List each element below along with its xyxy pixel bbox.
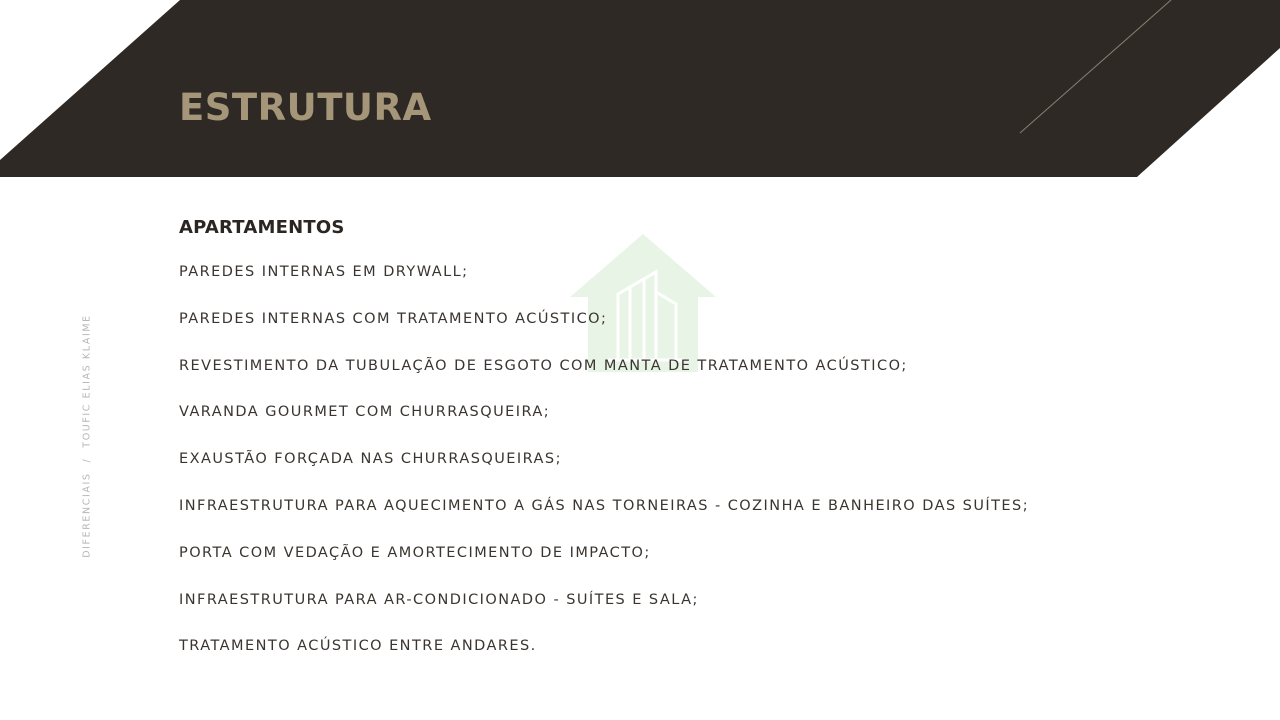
side-caption-section: DIFERENCIAIS <box>81 472 93 558</box>
page-title: ESTRUTURA <box>179 86 432 129</box>
list-item: REVESTIMENTO DA TUBULAÇÃO DE ESGOTO COM MANTA DE TRATAMENTO ACÚSTICO; <box>179 357 908 374</box>
section-heading: APARTAMENTOS <box>179 217 345 238</box>
list-item: INFRAESTRUTURA PARA AQUECIMENTO A GÁS NAS TORNEIRAS - COZINHA E BANHEIRO DAS SUÍTES; <box>179 497 1030 514</box>
list-item: INFRAESTRUTURA PARA AR-CONDICIONADO - SUÍTES E SALA; <box>179 591 699 608</box>
side-caption <box>82 314 92 558</box>
list-item: PAREDES INTERNAS EM DRYWALL; <box>179 264 469 280</box>
list-item: PORTA COM VEDAÇÃO E AMORTECIMENTO DE IMPACTO; <box>179 544 651 561</box>
list-item: TRATAMENTO ACÚSTICO ENTRE ANDARES. <box>179 638 537 655</box>
side-caption-project: TOUFIC ELIAS KLAIME <box>81 314 93 448</box>
list-item: VARANDA GOURMET COM CHURRASQUEIRA; <box>179 404 551 421</box>
feature-list <box>179 261 1029 682</box>
list-item: EXAUSTÃO FORÇADA NAS CHURRASQUEIRAS; <box>179 451 562 468</box>
list-item: PAREDES INTERNAS COM TRATAMENTO ACÚSTICO; <box>179 310 608 327</box>
side-caption-separator: / <box>81 457 93 463</box>
